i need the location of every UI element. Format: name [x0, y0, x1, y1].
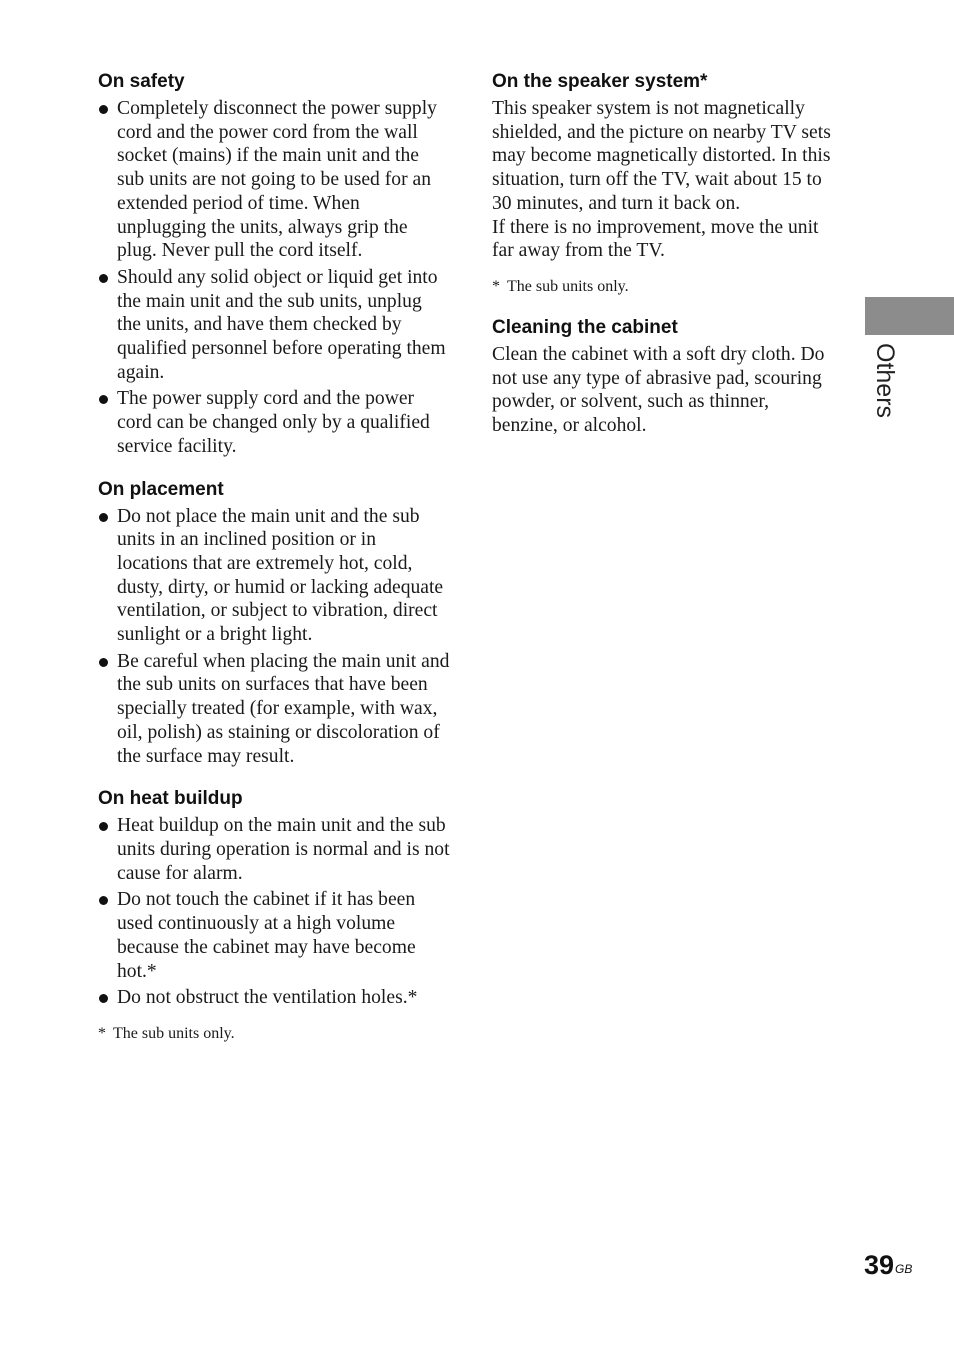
- list-item: [98, 266, 450, 385]
- list-item: [98, 97, 450, 263]
- footnote: [98, 1024, 450, 1044]
- bullet-icon: [99, 274, 108, 283]
- section-speaker-system: [492, 70, 837, 297]
- footnote-marker: *: [98, 1024, 106, 1042]
- speaker-paragraph-2: If there is no improvement, move the unit far away from the TV.: [492, 216, 819, 262]
- right-column: [492, 70, 837, 457]
- bullet-icon: [99, 395, 108, 404]
- page-number-suffix: GB: [895, 1262, 913, 1276]
- list-item: [98, 814, 450, 885]
- footnote-text: The sub units only.: [113, 1024, 235, 1042]
- heading-on-heat-buildup: On heat buildup: [98, 788, 243, 810]
- footnote-marker: *: [492, 277, 500, 295]
- list-item-text: Be careful when placing the main unit and the sub units on surfaces that have been specially treated (for example, with wax, oil, polish) as staining or discoloration of the surface may result.: [117, 650, 450, 767]
- list-item: [98, 505, 450, 647]
- list-item: [98, 650, 450, 769]
- page-number-value: 39: [864, 1250, 895, 1280]
- side-tab-label: [870, 343, 900, 423]
- heading-speaker-system: On the speaker system*: [492, 71, 708, 92]
- cleaning-paragraph: Clean the cabinet with a soft dry cloth. Do not use any type of abrasive pad, scouring powder, or solvent, such as thinner, benzine, or alcohol.: [492, 343, 825, 437]
- list-item-text: Do not place the main unit and the sub units in an inclined position or in locations that are extremely hot, cold, dusty, dirty, or humid or lacking adequate ventilation, or subject to vibration, direct sunlight or a bright light.: [117, 505, 444, 646]
- list-item: [98, 888, 450, 983]
- bullet-icon: [99, 896, 108, 905]
- left-column: [98, 70, 450, 1063]
- list-item: [98, 387, 450, 458]
- heat-list: [98, 814, 450, 1010]
- bullet-icon: [99, 994, 108, 1003]
- page-number: [864, 1248, 912, 1282]
- placement-list: [98, 505, 450, 769]
- section-on-heat-buildup: [98, 787, 450, 1044]
- section-on-safety: [98, 70, 450, 459]
- list-item-text: The power supply cord and the power cord can be changed only by a qualified service facility.: [117, 388, 430, 457]
- list-item-text: Heat buildup on the main unit and the sub units during operation is normal and is not cause for alarm.: [117, 815, 450, 884]
- list-item-text: Do not obstruct the ventilation holes.*: [117, 987, 418, 1009]
- list-item-text: Completely disconnect the power supply cord and the power cord from the wall socket (mains) if the main unit and the sub units are not going to be used for an extended period of time. When unplugging the units, always grip the plug. Never pull the cord itself.: [117, 98, 437, 262]
- section-cleaning-cabinet: [492, 316, 837, 438]
- speaker-paragraph-1: This speaker system is not magnetically shielded, and the picture on nearby TV sets may become magnetically distorted. In this situation, turn off the TV, wait about 15 to 30 minutes, and turn it back on.: [492, 98, 831, 214]
- heading-cleaning-cabinet: Cleaning the cabinet: [492, 316, 678, 338]
- bullet-icon: [99, 658, 108, 667]
- bullet-icon: [99, 822, 108, 831]
- section-tab-marker: [865, 297, 954, 335]
- bullet-icon: [99, 513, 108, 522]
- footnote-text: The sub units only.: [507, 277, 629, 295]
- list-item: [98, 986, 450, 1010]
- heading-on-safety: On safety: [98, 71, 185, 92]
- side-tab-text: Others: [871, 343, 899, 419]
- list-item-text: Do not touch the cabinet if it has been used continuously at a high volume because the cabinet may have become hot.*: [117, 889, 416, 982]
- footnote: [492, 277, 837, 297]
- heading-on-placement: On placement: [98, 478, 224, 500]
- safety-list: [98, 97, 450, 459]
- list-item-text: Should any solid object or liquid get into the main unit and the sub units, unplug the units, and have them checked by qualified personnel before operating them again.: [117, 266, 446, 383]
- section-on-placement: [98, 478, 450, 769]
- bullet-icon: [99, 105, 108, 114]
